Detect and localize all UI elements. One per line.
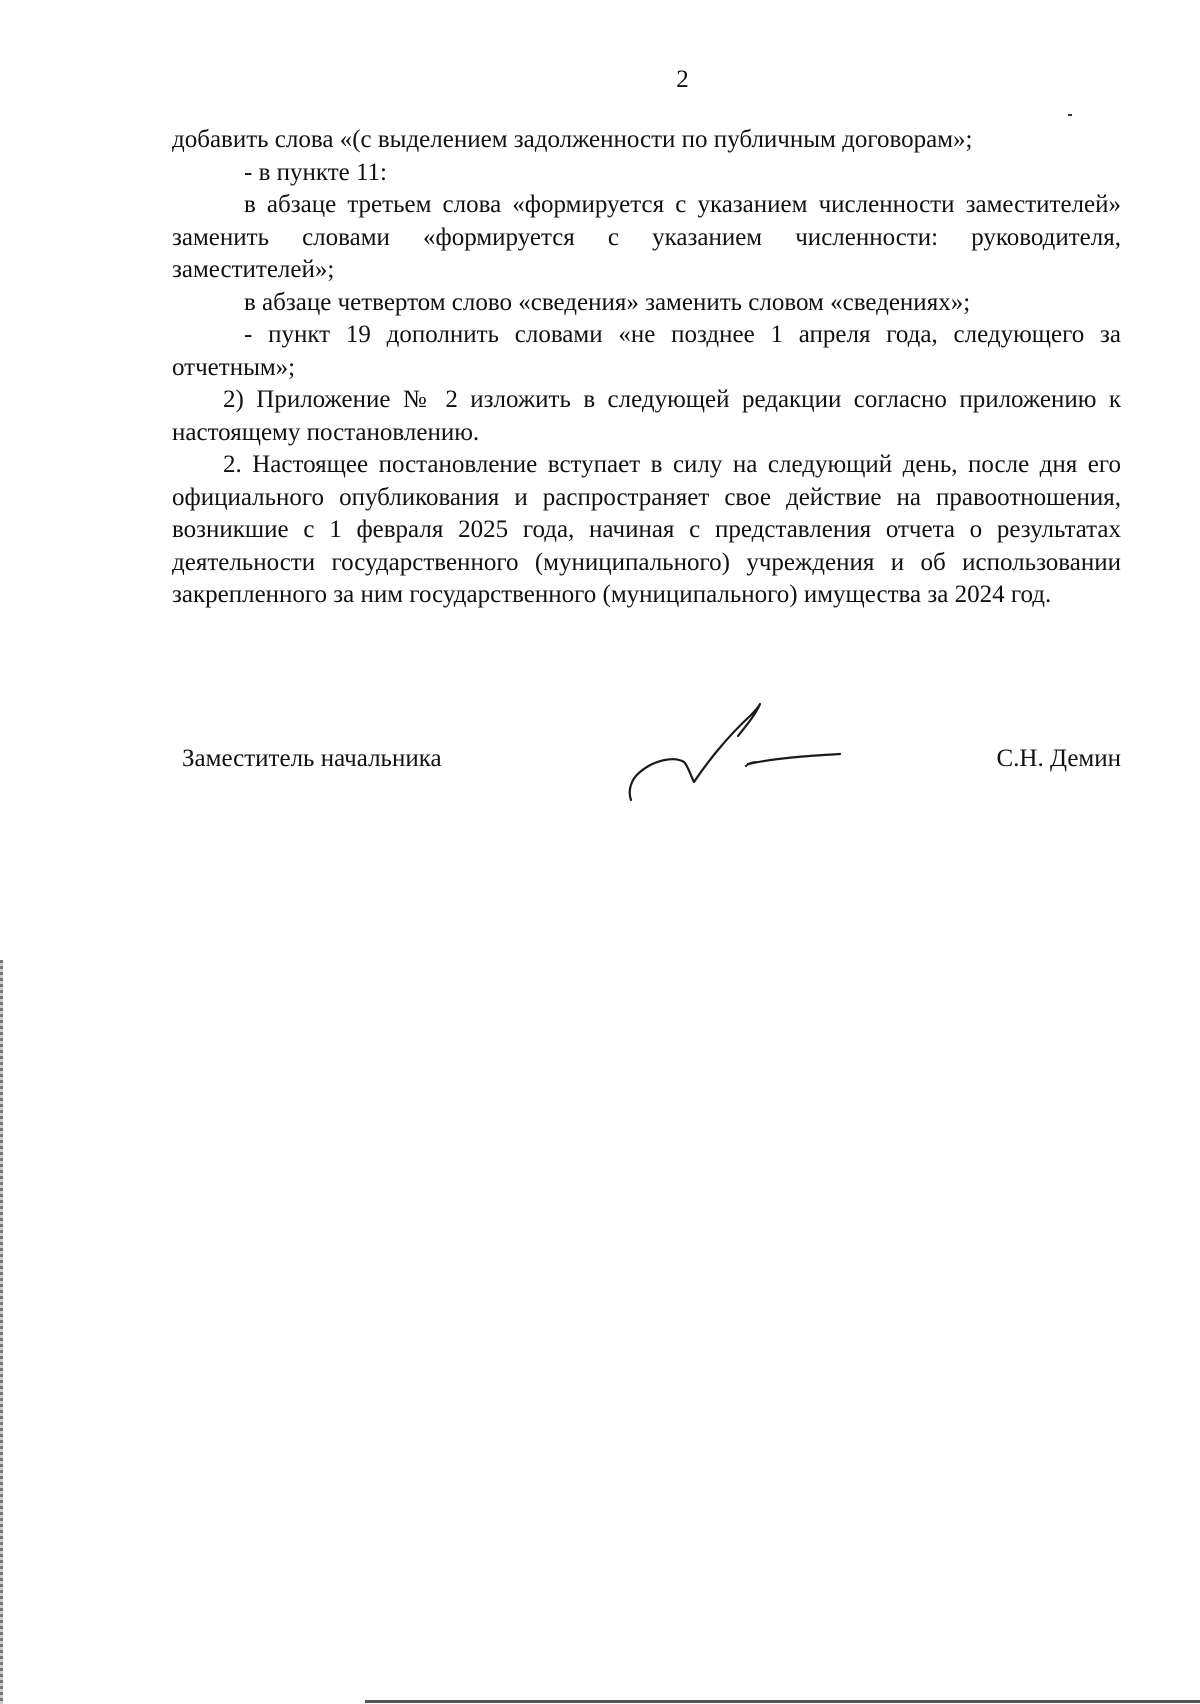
paragraph-abzac-3: в абзаце третьем слова «формируется с указанием численности заместителей» заменить словами «формируется с указанием численности: руководителя, заместителей»; [172, 191, 1121, 283]
signatory-position: Заместитель начальника [182, 745, 442, 772]
document-body [172, 124, 1121, 612]
handwritten-signature-icon [626, 700, 846, 810]
paragraph-abzac-4: в абзаце четвертом слово «сведения» заменить словом «сведениях»; [244, 288, 971, 316]
paragraph-item-19: - пункт 19 дополнить словами «не позднее 1 апреля года, следующего за отчетным»; [172, 321, 1121, 381]
page-number: 2 [676, 66, 689, 93]
scan-bottom-edge [365, 1700, 1200, 1703]
paragraph-item-11: - в пункте 11: [244, 158, 387, 186]
paragraph-continuation: добавить слова «(с выделением задолженности по публичным договорам»; [172, 126, 973, 153]
paragraph-effective-date: 2. Настоящее постановление вступает в силу на следующий день, после дня его официального опубликования и распространяет свое действие на правоотношения, возникшие с 1 февраля 2025 года, начиная с представления отчета о результатах деятельности государственного (муниципального) учреждения и об использовании закрепленного за ним государственного (муниципального) имущества за 2024 год. [172, 451, 1121, 608]
scan-dot [1068, 114, 1072, 116]
signatory-name: С.Н. Демин [996, 745, 1121, 772]
scan-left-edge [0, 960, 3, 1704]
paragraph-appendix-2: 2) Приложение № 2 изложить в следующей редакции согласно приложению к настоящему постановлению. [172, 386, 1121, 446]
